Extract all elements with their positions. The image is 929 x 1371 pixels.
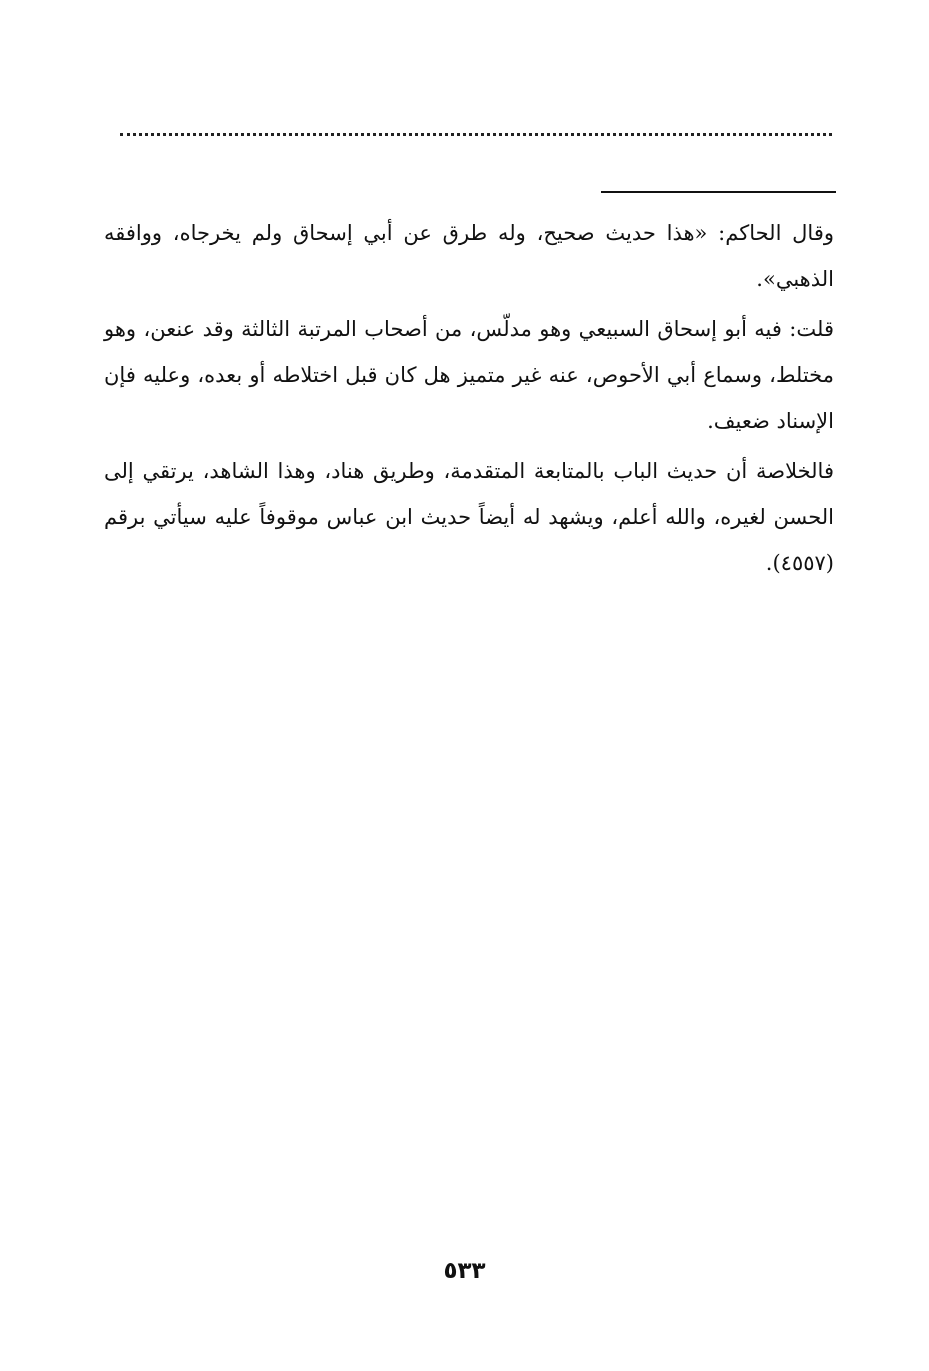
- paragraph-critique: قلت: فيه أبو إسحاق السبيعي وهو مدلّس، من أصحاب المرتبة الثالثة وقد عنعن، وهو مختلط، وسماع أبي الأحوص، عنه غير متميز هل كان قبل اختلاطه أو بعده، وعليه فإن الإسناد ضعيف.: [104, 317, 834, 433]
- page-number: ٥٣٣: [443, 1258, 486, 1284]
- paragraph-hakim-quote: وقال الحاكم: «هذا حديث صحيح، وله طرق عن أبي إسحاق ولم يخرجاه، ووافقه الذهبي».: [104, 221, 834, 291]
- footnote-separator-line: [601, 191, 836, 193]
- dotted-separator: [120, 133, 832, 136]
- paragraph-conclusion: فالخلاصة أن حديث الباب بالمتابعة المتقدمة، وطريق هناد، وهذا الشاهد، يرتقي إلى الحسن لغيره، والله أعلم، ويشهد له أيضاً حديث ابن عباس موقوفاً عليه سيأتي برقم (٤٥٥٧).: [104, 459, 834, 575]
- footnote-body: [104, 210, 834, 590]
